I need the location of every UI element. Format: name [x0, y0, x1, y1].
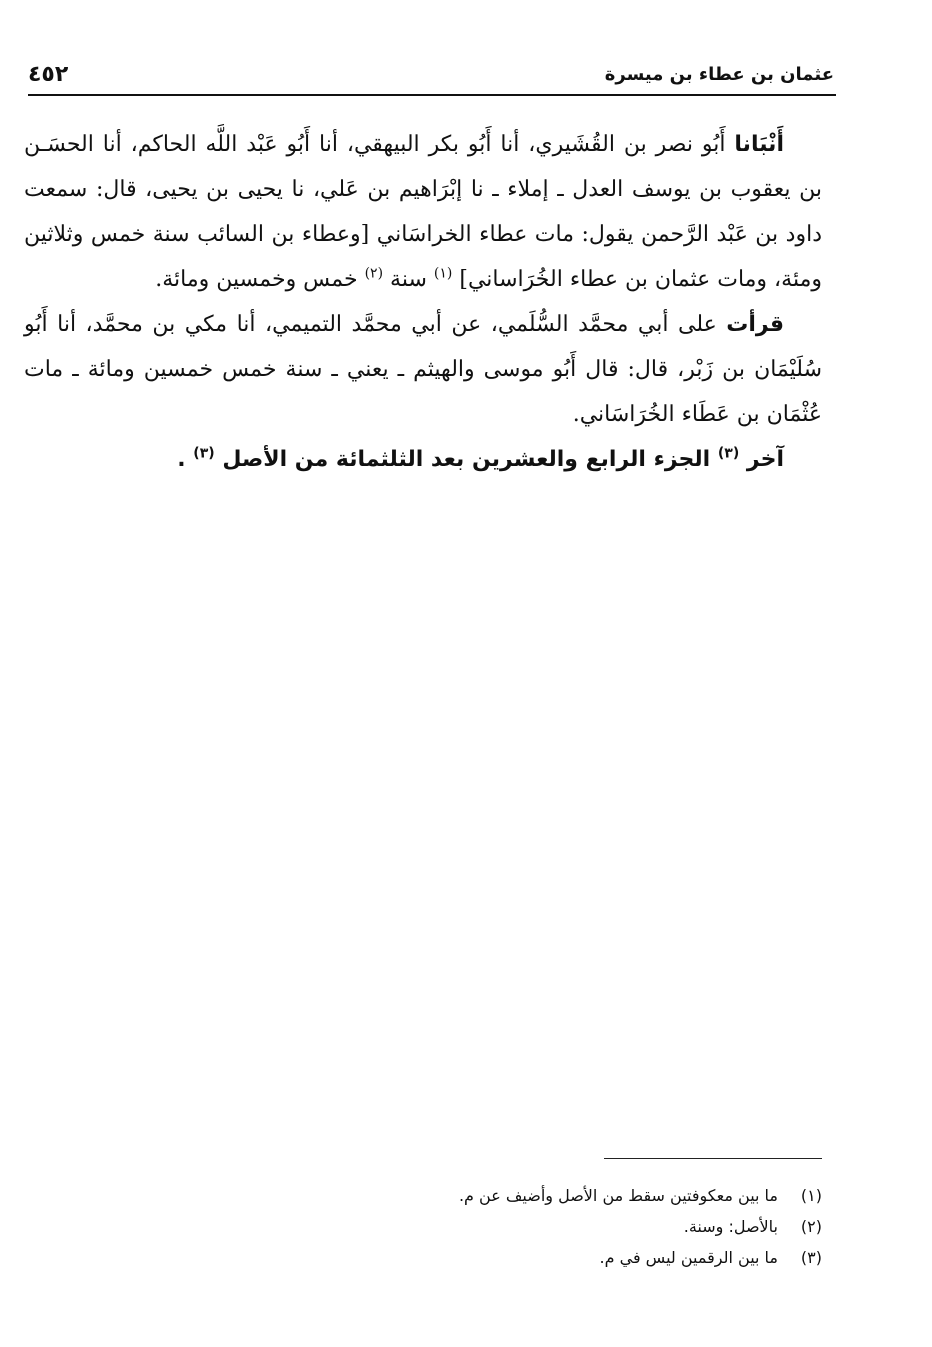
footnote-text: ما بين معكوفتين سقط من الأصل وأضيف عن م. — [458, 1186, 778, 1205]
text-line: وثلاثين ومئة، ومات عثمان بن عطاء الخُرَاساني] — [24, 222, 822, 292]
footnote-reference: (١) — [433, 265, 453, 282]
footnote-reference: (٣) — [717, 445, 740, 462]
footnote-text: ما بين الرقمين ليس في م. — [599, 1248, 778, 1267]
footnote-reference: (٢) — [364, 265, 384, 282]
footnote-2 — [402, 1211, 822, 1242]
footnote-number: (٣) — [800, 1248, 822, 1267]
footnote-number: (٢) — [800, 1217, 822, 1236]
text-fragment: سنة — [390, 267, 427, 292]
footnotes — [402, 1180, 822, 1273]
closing-line — [24, 437, 822, 482]
header-rule — [28, 94, 836, 96]
text-line: عُثْمَان بن عَطَاء الخُرَاسَاني. — [572, 402, 822, 427]
text-line: على أبي محمَّد السُّلَمي، عن أبي محمَّد التميمي، أنا مكي بن محمَّد، أنا أَبُو — [24, 312, 717, 337]
closing-word: آخر — [746, 447, 784, 472]
body-text — [24, 122, 822, 482]
text-line: سمعت داود بن عَبْد الرَّحمن يقول: مات عطاء الخراسَاني [وعطاء بن السائب سنة خمس — [24, 177, 822, 247]
footnote-reference: (٣) — [193, 445, 215, 462]
header-title: عثمان بن عطاء بن ميسرة — [604, 64, 834, 85]
text-fragment: خمس وخمسين ومائة. — [155, 267, 358, 292]
footnote-1 — [402, 1180, 822, 1211]
text-line: أَبُو نصر بن القُشَيري، أنا أَبُو بكر البيهقي، أنا أَبُو عَبْد اللَّه الحاكم، أنا — [102, 132, 726, 157]
paragraph-lead: قرأت — [726, 312, 784, 337]
paragraph-1 — [24, 122, 822, 302]
footnote-3 — [402, 1242, 822, 1273]
text-line: سُلَيْمَان بن زَبْر، قال: قال أَبُو موسى والهيثم ـ يعني ـ سنة خمس خمسين ومائة ـ مات — [24, 357, 822, 382]
paragraph-lead: أَنْبَانا — [734, 132, 784, 157]
closing-text: الجزء الرابع والعشرين بعد الثلثمائة من الأصل — [222, 447, 711, 472]
paragraph-2 — [24, 302, 822, 437]
closing-end: . — [177, 447, 186, 472]
footnote-text: بالأصل: وسنة. — [683, 1217, 778, 1236]
text-line: الحسَـن بن يعقوب بن يوسف العدل ـ إملاء ـ نا إبْرَاهيم بن عَلي، نا يحيى بن يحيى، قال: — [24, 132, 822, 202]
footnote-rule — [604, 1158, 822, 1159]
footnote-number: (١) — [800, 1186, 822, 1205]
page-number: ٤٥٢ — [28, 62, 69, 87]
running-header — [28, 62, 834, 92]
